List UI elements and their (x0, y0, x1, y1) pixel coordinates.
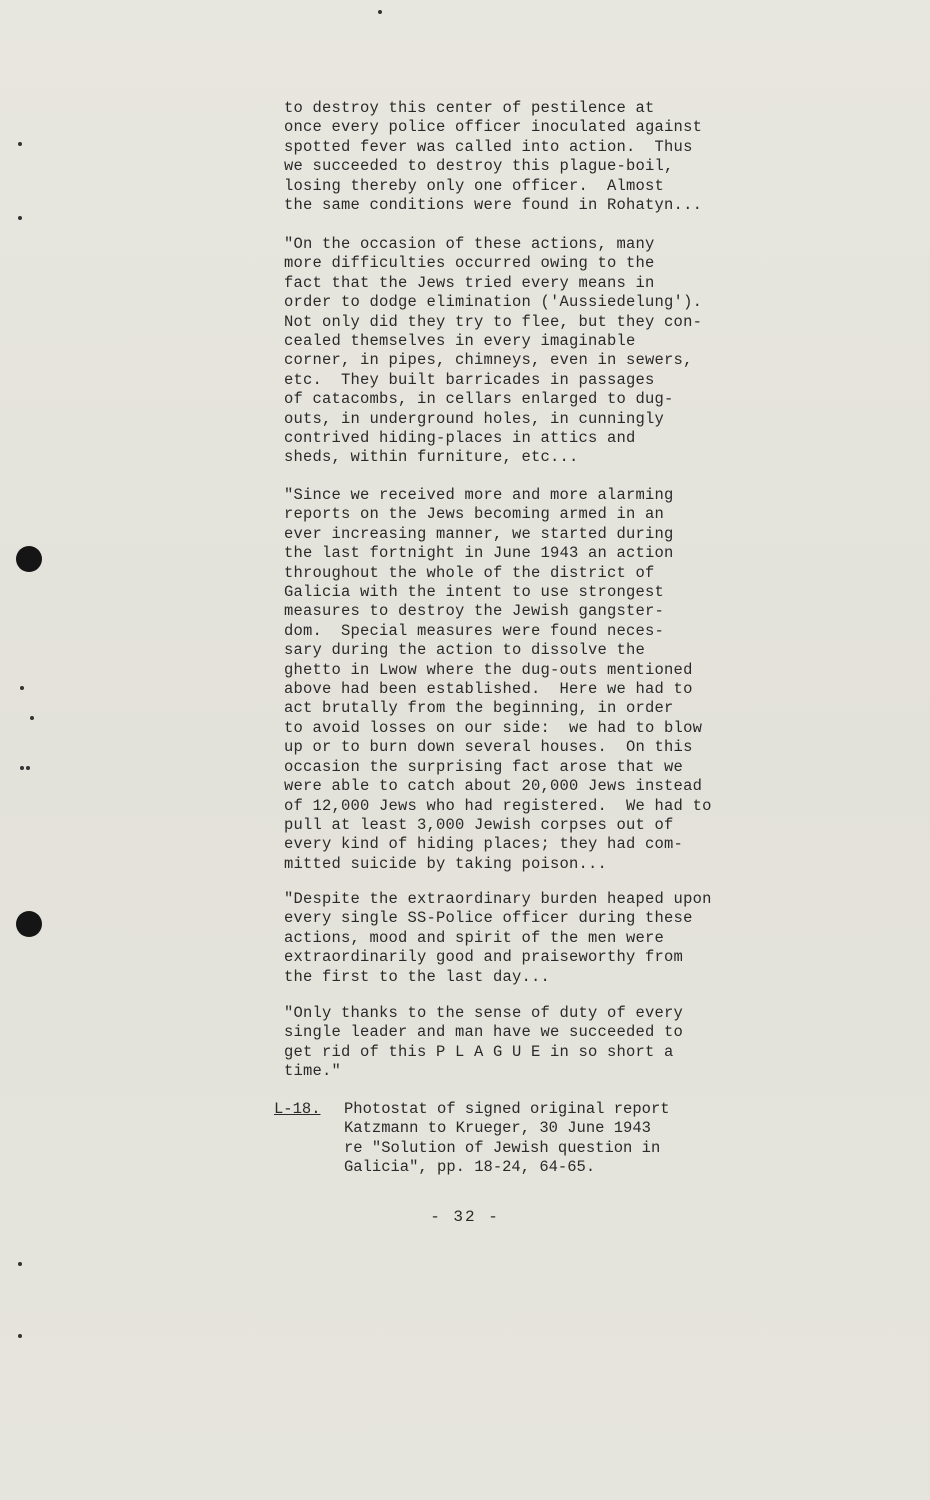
ink-speck (18, 216, 22, 220)
paragraph-morale: "Despite the extraordinary burden heaped upon every single SS-Police officer during these actions, mood and spirit of the men were extraordinarily good and praiseworthy from the first to the last day... (284, 890, 712, 986)
ink-speck (378, 10, 382, 14)
punch-hole-top (16, 546, 42, 572)
paragraph-conclusion: "Only thanks to the sense of duty of every single leader and man have we succeeded to get rid of this P L A G U E in so short a time." (284, 1004, 684, 1081)
ink-speck (18, 1262, 22, 1266)
ink-speck (20, 766, 24, 770)
ink-speck (26, 766, 30, 770)
ink-speck (30, 716, 34, 720)
ink-speck (18, 142, 22, 146)
paragraph-difficulties: "On the occasion of these actions, many more difficulties occurred owing to the fact that the Jews tried every means in order to dodge elimination ('Aussiedelung'). Not only did they try to flee, but they con- cealed themselves in every imaginable corner, in pipes, chimneys, even in sewers, etc. They built barricades in passages of catacombs, in cellars enlarged to dug- outs, in underground holes, in cunningly contrived hiding-places in attics and sheds, within furniture, etc... (284, 235, 703, 467)
paragraph-galicia-action: "Since we received more and more alarming reports on the Jews becoming armed in an ever increasing manner, we started during the last fortnight in June 1943 an action throughout the whole of the district of Galicia with the intent to use strongest measures to destroy the Jewish gangster- dom. Special measures were found neces- sary during the action to dissolve the ghetto in Lwow where the dug-outs mentioned above had been established. Here we had to act brutally from the beginning, in order to avoid losses on our side: we had to blow up or to burn down several houses. On this occasion the surprising fact arose that we were able to catch about 20,000 Jews instead of 12,000 Jews who had registered. We had to pull at least 3,000 Jewish corpses out of every kind of hiding places; they had com- mitted suicide by taking poison... (284, 486, 712, 873)
reference-description: Photostat of signed original report Katzmann to Krueger, 30 June 1943 re "Solution of Jewish question in Galicia", pp. 18-24, 64-65. (344, 1100, 670, 1177)
paragraph-rohatyn: to destroy this center of pestilence at once every police officer inoculated against spotted fever was called into action. Thus we succeeded to destroy this plague-boil, losing thereby only one officer. Almost the same conditions were found in Rohatyn... (284, 99, 703, 215)
punch-hole-bottom (16, 911, 42, 937)
ink-speck (20, 686, 24, 690)
document-reference (274, 1100, 670, 1178)
ink-speck (18, 1334, 22, 1338)
reference-id: L-18. (274, 1100, 321, 1118)
page-number: - 32 - (430, 1208, 500, 1226)
